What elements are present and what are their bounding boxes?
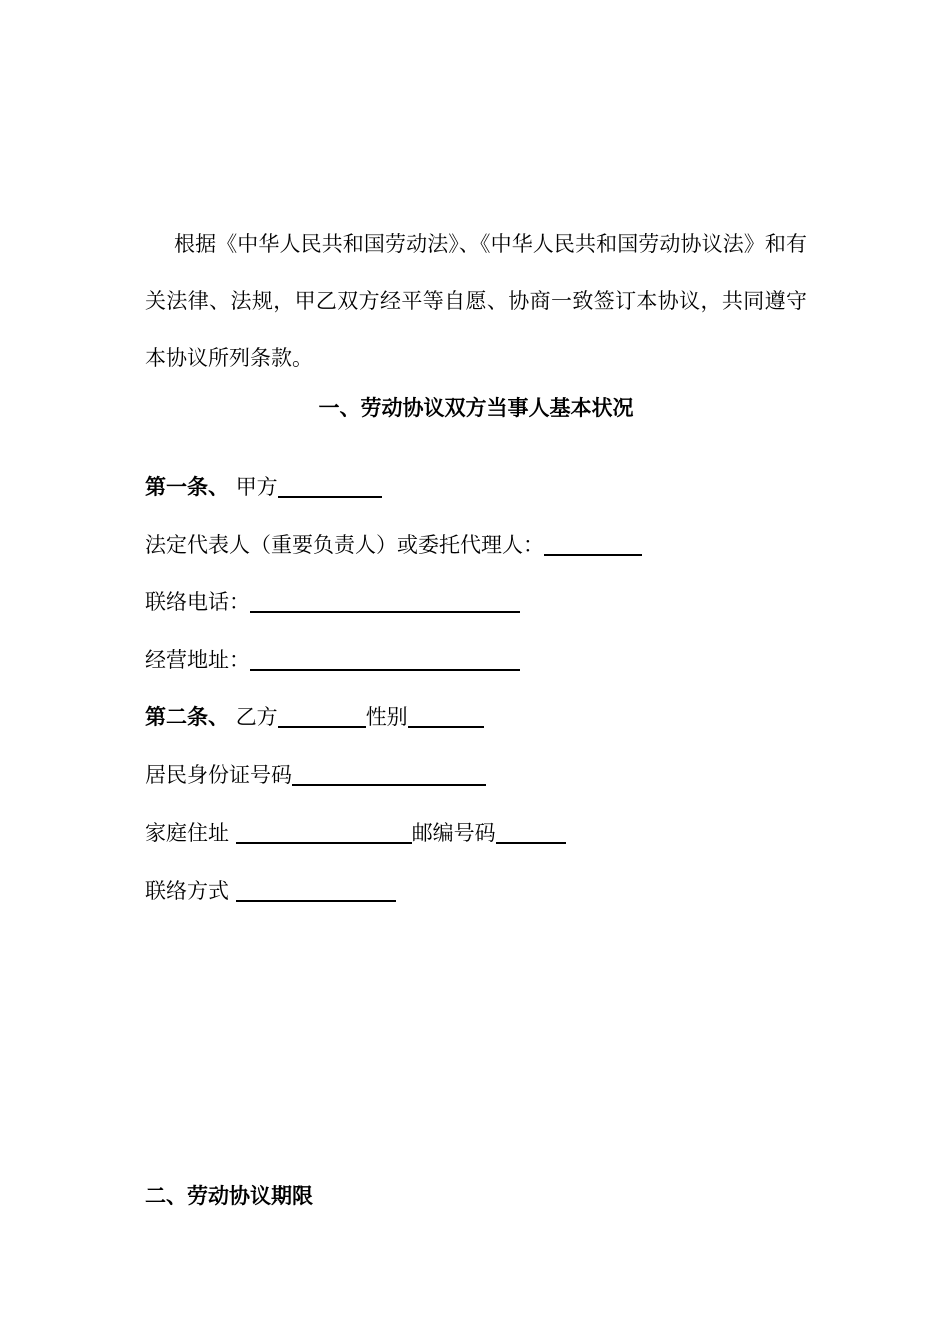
representative-line xyxy=(145,530,642,560)
party-a-label: 甲方 xyxy=(235,475,278,499)
party-b-label: 乙方 xyxy=(235,705,278,729)
phone-blank[interactable] xyxy=(250,589,520,613)
representative-blank[interactable] xyxy=(544,532,642,556)
contact-line xyxy=(145,876,396,906)
gender-label: 性别 xyxy=(365,705,408,729)
section-1-title: 一、劳动协议双方当事人基本状况 xyxy=(318,395,634,420)
contact-label: 联络方式 xyxy=(145,879,229,903)
article-1-label: 第一条、 xyxy=(145,474,229,499)
id-number-line xyxy=(145,760,486,790)
gender-blank[interactable] xyxy=(408,704,484,728)
id-number-blank[interactable] xyxy=(292,762,486,786)
home-address-label: 家庭住址 xyxy=(145,821,229,845)
home-address-blank[interactable] xyxy=(236,820,412,844)
contact-blank[interactable] xyxy=(236,878,396,902)
address-line xyxy=(145,645,520,675)
address-blank[interactable] xyxy=(250,647,520,671)
article-2-label: 第二条、 xyxy=(145,704,229,729)
article-1-party-a-line xyxy=(145,472,382,502)
id-number-label: 居民身份证号码 xyxy=(145,763,292,787)
phone-label: 联络电话： xyxy=(145,590,250,614)
article-2-party-b-line xyxy=(145,702,484,732)
section-2-title: 二、劳动协议期限 xyxy=(145,1183,313,1208)
intro-paragraph: 根据《中华人民共和国劳动法》、《中华人民共和国劳动协议法》和有关法律、法规，甲乙双方经平等自愿、协商一致签订本协议，共同遵守本协议所列条款。 xyxy=(145,232,807,370)
home-address-line xyxy=(145,818,566,848)
postal-code-label: 邮编号码 xyxy=(411,821,496,845)
phone-line xyxy=(145,587,520,617)
party-a-blank[interactable] xyxy=(278,474,382,498)
party-b-blank[interactable] xyxy=(278,704,366,728)
representative-label: 法定代表人（重要负责人）或委托代理人： xyxy=(145,533,544,557)
postal-code-blank[interactable] xyxy=(496,820,566,844)
address-label: 经营地址： xyxy=(145,648,250,672)
